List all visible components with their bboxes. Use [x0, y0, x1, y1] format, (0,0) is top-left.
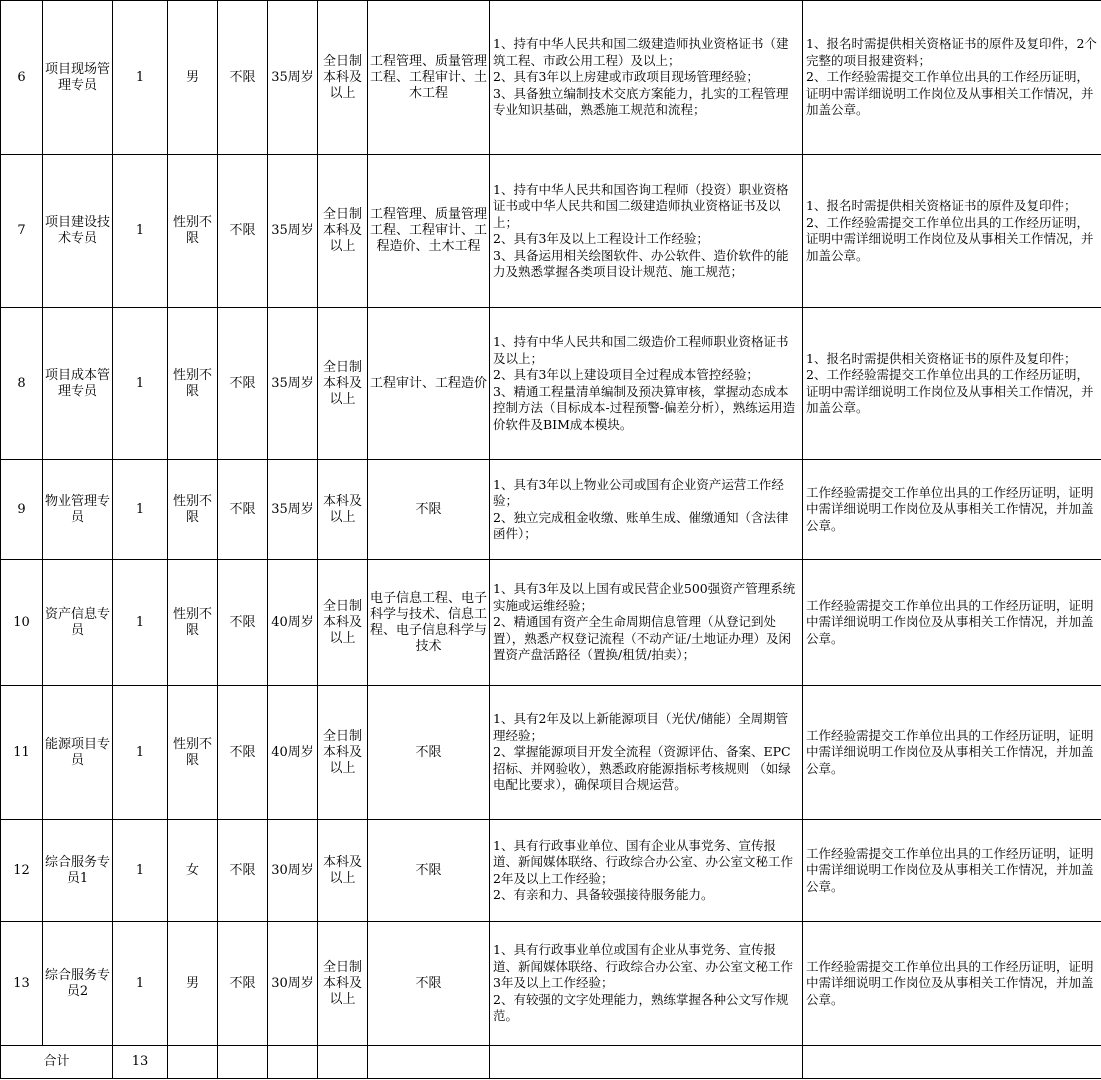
table-row: [1, 308, 1101, 460]
education-requirement-cell: 全日制本科及以上: [318, 922, 368, 1046]
gender-requirement-cell: 性别不限: [168, 560, 218, 686]
notes-cell: [803, 922, 1101, 1046]
requirement-line: 2、有较强的文字处理能力，熟练掌握各种公文写作规范。: [493, 991, 789, 1024]
notes-cell: [803, 686, 1101, 820]
position-name-cell: 能源项目专员: [43, 686, 113, 820]
requirement-line: 1、持有中华人民共和国咨询工程师（投资）职业资格证书或中华人民共和国二级建造师执业资格证书及以上；: [493, 181, 789, 230]
major-requirement-cell: 工程审计、工程造价: [368, 308, 490, 460]
table-row: [1, 686, 1101, 820]
other-requirement-cell: 不限: [218, 560, 268, 686]
requirement-line: 1、具有行政事业单位或国有企业从事党务、宣传报道、新闻媒体联络、行政综合办公室、办公室文秘工作3年及以上工作经验；: [493, 942, 794, 991]
headcount-cell: 1: [113, 922, 168, 1046]
position-name-cell: 资产信息专员: [43, 560, 113, 686]
other-requirement-cell: 不限: [218, 1, 268, 155]
requirement-line: 1、具有2年及以上新能源项目（光伏/储能）全周期管理经验；: [493, 711, 789, 743]
note-line: 1、报名时需提供相关资格证书的原件及复印件，2个完整的项目报建资料；: [806, 36, 1097, 68]
note-line: 工作经验需提交工作单位出具的工作经历证明，证明中需详细说明工作岗位及从事相关工作情况，并加盖公章。: [806, 484, 1094, 533]
table-row: [1, 820, 1101, 922]
education-requirement-cell: 本科及以上: [318, 820, 368, 922]
note-line: 1、报名时需提供相关资格证书的原件及复印件；: [806, 198, 1077, 213]
table-body: [1, 1, 1101, 1079]
notes-cell: [803, 460, 1101, 560]
notes-cell: [803, 155, 1101, 308]
position-name-cell: 物业管理专员: [43, 460, 113, 560]
education-requirement-cell: 全日制本科及以上: [318, 686, 368, 820]
requirement-line: 2、具有3年以上建设项目全过程成本管控经验；: [493, 367, 759, 382]
requirement-line: 1、具有3年及以上国有或民营企业500强资产管理系统实施或运维经验；: [493, 581, 796, 613]
gender-requirement-cell: 男: [168, 1, 218, 155]
total-count: 13: [113, 1046, 168, 1079]
table-row: [1, 560, 1101, 686]
job-requirements-cell: [490, 308, 803, 460]
table-row: [1, 1, 1101, 155]
age-limit-cell: 30周岁: [268, 820, 318, 922]
table-row: [1, 155, 1101, 308]
gender-requirement-cell: 性别不限: [168, 308, 218, 460]
total-row: [1, 1046, 1101, 1079]
row-number-cell: 12: [1, 820, 43, 922]
requirement-line: 2、精通国有资产全生命周期信息管理（从登记到处置），熟悉产权登记流程（不动产证/土地证办理）及闲置资产盘活路径（置换/租赁/拍卖）；: [493, 614, 791, 663]
gender-requirement-cell: 男: [168, 922, 218, 1046]
major-requirement-cell: 不限: [368, 922, 490, 1046]
gender-requirement-cell: 性别不限: [168, 155, 218, 308]
empty-cell: [268, 1046, 318, 1079]
note-line: 2、工作经验需提交工作单位出具的工作经历证明，证明中需详细说明工作岗位及从事相关工作情况，并加盖公章。: [806, 69, 1094, 118]
requirement-line: 1、持有中华人民共和国二级建造师执业资格证书（建筑工程、市政公用工程）及以上；: [493, 36, 789, 68]
other-requirement-cell: 不限: [218, 155, 268, 308]
notes-cell: [803, 820, 1101, 922]
requirement-line: 3、具备独立编制技术交底方案能力，扎实的工程管理专业知识基础，熟悉施工规范和流程；: [493, 85, 789, 118]
requirement-line: 1、持有中华人民共和国二级造价工程师职业资格证书及以上；: [493, 334, 789, 366]
job-requirements-cell: [490, 820, 803, 922]
headcount-cell: 1: [113, 686, 168, 820]
row-number-cell: 7: [1, 155, 43, 308]
headcount-cell: 1: [113, 460, 168, 560]
major-requirement-cell: 不限: [368, 820, 490, 922]
requirement-line: 2、具有3年以上房建或市政项目现场管理经验；: [493, 69, 759, 85]
education-requirement-cell: 本科及以上: [318, 460, 368, 560]
empty-cell: [490, 1046, 803, 1079]
age-limit-cell: 35周岁: [268, 1, 318, 155]
requirement-line: 2、独立完成租金收缴、账单生成、催缴通知（含法律函件）；: [493, 509, 789, 541]
note-line: 1、报名时需提供相关资格证书的原件及复印件；: [806, 350, 1077, 366]
job-requirements-cell: [490, 460, 803, 560]
age-limit-cell: 35周岁: [268, 308, 318, 460]
note-line: 2、工作经验需提交工作单位出具的工作经历证明，证明中需详细说明工作岗位及从事相关工作情况，并加盖公章。: [806, 214, 1094, 263]
job-requirements-cell: [490, 686, 803, 820]
major-requirement-cell: 电子信息工程、电子科学与技术、信息工程、电子信息科学与技术: [368, 560, 490, 686]
job-requirements-cell: [490, 155, 803, 308]
note-line: 2、工作经验需提交工作单位出具的工作经历证明，证明中需详细说明工作岗位及从事相关工作情况，并加盖公章。: [806, 367, 1094, 415]
other-requirement-cell: 不限: [218, 460, 268, 560]
row-number-cell: 6: [1, 1, 43, 155]
requirement-line: 3、精通工程量清单编制及预决算审核，掌握动态成本控制方法（目标成本-过程预警-偏差分析），熟练运用造价软件及BIM成本模块。: [493, 383, 796, 432]
row-number-cell: 11: [1, 686, 43, 820]
row-number-cell: 13: [1, 922, 43, 1046]
note-line: 工作经验需提交工作单位出具的工作经历证明，证明中需详细说明工作岗位及从事相关工作情况，并加盖公章。: [806, 727, 1094, 776]
headcount-cell: 1: [113, 820, 168, 922]
position-name-cell: 项目成本管理专员: [43, 308, 113, 460]
note-line: 工作经验需提交工作单位出具的工作经历证明，证明中需详细说明工作岗位及从事相关工作情况，并加盖公章。: [806, 597, 1094, 646]
notes-cell: [803, 560, 1101, 686]
requirement-line: 2、有亲和力、具备较强接待服务能力。: [493, 887, 714, 902]
other-requirement-cell: 不限: [218, 308, 268, 460]
major-requirement-cell: 工程管理、质量管理工程、工程审计、工程造价、土木工程: [368, 155, 490, 308]
other-requirement-cell: 不限: [218, 922, 268, 1046]
table-row: [1, 460, 1101, 560]
note-line: 工作经验需提交工作单位出具的工作经历证明，证明中需详细说明工作岗位及从事相关工作情况，并加盖公章。: [806, 958, 1094, 1007]
notes-cell: [803, 308, 1101, 460]
job-requirements-cell: [490, 922, 803, 1046]
requirement-line: 2、具有3年及以上工程设计工作经验；: [493, 231, 709, 246]
row-number-cell: 10: [1, 560, 43, 686]
position-name-cell: 项目建设技术专员: [43, 155, 113, 308]
education-requirement-cell: 全日制本科及以上: [318, 155, 368, 308]
note-line: 工作经验需提交工作单位出具的工作经历证明，证明中需详细说明工作岗位及从事相关工作情况，并加盖公章。: [806, 845, 1094, 894]
headcount-cell: 1: [113, 1, 168, 155]
empty-cell: [368, 1046, 490, 1079]
notes-cell: [803, 1, 1101, 155]
job-requirements-cell: [490, 560, 803, 686]
requirement-line: 1、具有3年以上物业公司或国有企业资产运营工作经验；: [493, 476, 784, 508]
job-requirements-cell: [490, 1, 803, 155]
gender-requirement-cell: 性别不限: [168, 686, 218, 820]
row-number-cell: 9: [1, 460, 43, 560]
empty-cell: [318, 1046, 368, 1079]
education-requirement-cell: 全日制本科及以上: [318, 308, 368, 460]
empty-cell: [168, 1046, 218, 1079]
other-requirement-cell: 不限: [218, 686, 268, 820]
table-row: [1, 922, 1101, 1046]
position-name-cell: 综合服务专员2: [43, 922, 113, 1046]
education-requirement-cell: 全日制本科及以上: [318, 1, 368, 155]
headcount-cell: 1: [113, 155, 168, 308]
requirement-line: 3、具备运用相关绘图软件、办公软件、造价软件的能力及熟悉掌握各类项目设计规范、施工规范；: [493, 247, 789, 279]
empty-cell: [218, 1046, 268, 1079]
education-requirement-cell: 全日制本科及以上: [318, 560, 368, 686]
position-name-cell: 综合服务专员1: [43, 820, 113, 922]
total-label: 合计: [1, 1046, 113, 1079]
age-limit-cell: 35周岁: [268, 460, 318, 560]
gender-requirement-cell: 性别不限: [168, 460, 218, 560]
age-limit-cell: 40周岁: [268, 686, 318, 820]
major-requirement-cell: 不限: [368, 460, 490, 560]
headcount-cell: 1: [113, 308, 168, 460]
headcount-cell: 1: [113, 560, 168, 686]
requirement-line: 2、掌握能源项目开发全流程（资源评估、备案、EPC招标、并网验收），熟悉政府能源指标考核规则 （如绿电配比要求），确保项目合规运营。: [493, 744, 791, 793]
requirement-line: 1、具有行政事业单位、国有企业从事党务、宣传报道、新闻媒体联络、行政综合办公室、办公室文秘工作2年及以上工作经验；: [493, 837, 794, 886]
age-limit-cell: 30周岁: [268, 922, 318, 1046]
age-limit-cell: 40周岁: [268, 560, 318, 686]
empty-cell: [803, 1046, 1101, 1079]
other-requirement-cell: 不限: [218, 820, 268, 922]
age-limit-cell: 35周岁: [268, 155, 318, 308]
major-requirement-cell: 不限: [368, 686, 490, 820]
row-number-cell: 8: [1, 308, 43, 460]
position-name-cell: 项目现场管理专员: [43, 1, 113, 155]
major-requirement-cell: 工程管理、质量管理工程、工程审计、土木工程: [368, 1, 490, 155]
gender-requirement-cell: 女: [168, 820, 218, 922]
